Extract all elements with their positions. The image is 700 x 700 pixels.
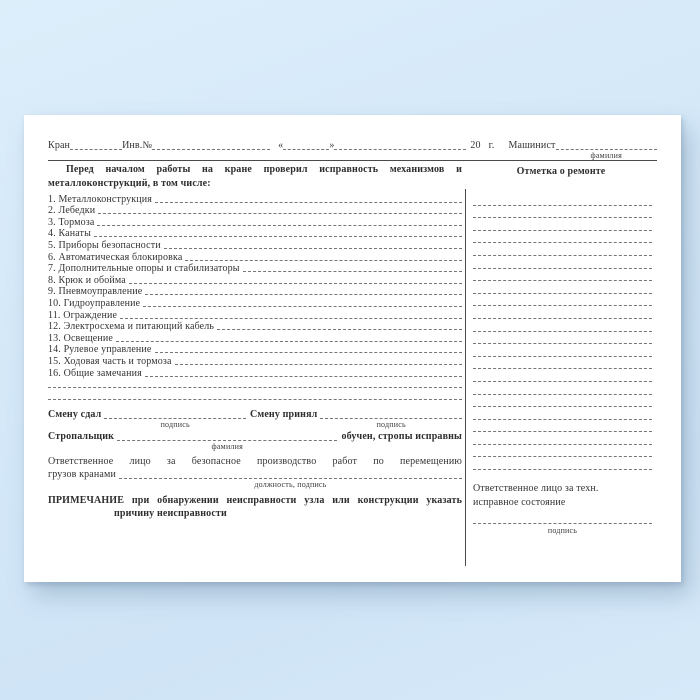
blank-line: [120, 317, 462, 319]
checklist-row: [48, 274, 462, 286]
position-signature-hint: должность, подпись: [254, 479, 327, 489]
checklist-item-label: 3. Тормоза: [48, 216, 95, 228]
checklist-row: [48, 309, 462, 321]
checklist-row: [48, 205, 462, 217]
checklist-item-label: 2. Лебедки: [48, 205, 96, 217]
date-quote-open: «: [278, 140, 284, 151]
repair-column-title: Отметка о ремонте: [516, 166, 606, 177]
slinger-blank-line: [117, 439, 337, 451]
blank-line: [98, 212, 462, 214]
checklist-item-label: 16. Общие замечания: [48, 367, 142, 379]
shift-received-label: Смену принял: [250, 408, 318, 420]
header-row: [48, 140, 657, 160]
blank-line: [185, 259, 462, 261]
shift-handed-blank-line: [104, 417, 246, 429]
tech-responsible-line1: Ответственное лицо за техн.: [473, 483, 599, 495]
checklist-row: [48, 228, 462, 240]
blank-line: [145, 375, 462, 377]
intro-line2: металлоконструкций, в том числе:: [48, 177, 211, 189]
year-suffix: г.: [488, 140, 495, 151]
responsible-line2: [48, 468, 462, 489]
repair-blank-line: [473, 357, 652, 370]
checklist-row: [48, 216, 462, 228]
repair-blank-line: [473, 256, 652, 269]
note-line2: причину неисправности: [114, 508, 227, 520]
slinger-row: [48, 430, 462, 451]
crane-blank-line: [70, 148, 122, 150]
form-sheet: [24, 115, 681, 582]
blank-line: [145, 293, 462, 295]
repair-lines: [473, 193, 652, 470]
inventory-label: Инв.№: [122, 140, 153, 151]
machinist-blank-line: [556, 148, 657, 160]
repair-blank-line: [473, 319, 652, 332]
note-line1: ПРИМЕЧАНИЕ при обнаружении неисправности узла или конструкции указать: [48, 494, 463, 506]
repair-blank-line: [473, 218, 652, 231]
repair-blank-line: [473, 395, 652, 408]
tech-responsible-text: [473, 482, 652, 509]
checklist-row: [48, 239, 462, 251]
form-body: [48, 163, 657, 566]
surname-hint: фамилия: [211, 441, 243, 451]
checklist-item-label: 9. Пневмоуправление: [48, 286, 143, 298]
checklist-item-label: 14. Рулевое управление: [48, 344, 152, 356]
checklist-item-label: 11. Ограждение: [48, 309, 118, 321]
signature-hint: подпись: [160, 419, 190, 429]
intro-paragraph: [48, 163, 462, 190]
checklist-row: [48, 321, 462, 333]
blank-line: [48, 398, 462, 400]
checklist-item-label: 6. Автоматическая блокировка: [48, 251, 183, 263]
repair-blank-line: [473, 243, 652, 256]
repair-column: [465, 163, 657, 566]
repair-blank-line: [473, 294, 652, 307]
checklist-item-label: 5. Приборы безопасности: [48, 239, 161, 251]
blank-line: [116, 340, 462, 342]
repair-blank-line: [473, 432, 652, 445]
blank-line: [175, 363, 462, 365]
checklist-item-label: 12. Электросхема и питающий кабель: [48, 321, 215, 333]
slinger-note: обучен, стропы исправны: [341, 430, 462, 442]
blank-line: [48, 386, 462, 388]
blank-line: [155, 351, 462, 353]
repair-blank-line: [473, 457, 652, 470]
checklist-row: [48, 263, 462, 275]
note-label: ПРИМЕЧАНИЕ: [48, 494, 125, 506]
repair-column-box: [465, 189, 657, 566]
tech-signature-blank-line: [473, 522, 652, 524]
header-divider-rule: [48, 160, 657, 161]
repair-blank-line: [473, 407, 652, 420]
repair-blank-line: [473, 306, 652, 319]
inventory-blank-line: [152, 148, 270, 150]
date-month-blank-line: [334, 148, 466, 150]
checklist: [48, 193, 462, 402]
blank-line: [129, 282, 462, 284]
repair-blank-line: [473, 231, 652, 244]
repair-blank-line: [473, 369, 652, 382]
blank-line: [143, 305, 462, 307]
shift-received-blank-line: [320, 417, 462, 429]
checklist-item-label: 15. Ходовая часть и тормоза: [48, 355, 172, 367]
blank-line: [94, 235, 462, 237]
tech-signature-hint: подпись: [547, 526, 578, 536]
blank-line: [243, 270, 462, 272]
responsible-line1: Ответственное лицо за безопасное производство работ по перемещению: [48, 455, 462, 467]
shift-handed-label: Смену сдал: [48, 408, 102, 420]
note-block: [48, 494, 462, 521]
checklist-item-label: 13. Освещение: [48, 332, 113, 344]
repair-blank-line: [473, 344, 652, 357]
checklist-row: [48, 344, 462, 356]
checklist-row: [48, 367, 462, 379]
repair-blank-line: [473, 332, 652, 345]
checklist-row: [48, 332, 462, 344]
blank-row: [48, 390, 462, 402]
repair-blank-line: [473, 206, 652, 219]
blank-line: [164, 247, 462, 249]
checklist-item-label: 7. Дополнительные опоры и стабилизаторы: [48, 263, 240, 275]
checklist-column: [48, 163, 462, 566]
repair-blank-line: [473, 193, 652, 206]
checklist-row: [48, 297, 462, 309]
slinger-label: Стропальщик: [48, 430, 115, 442]
machinist-label: Машинист: [508, 140, 556, 151]
date-day-blank-line: [283, 148, 329, 150]
responsible-blank-line: [119, 477, 462, 489]
checklist-item-label: 8. Крюк и обойма: [48, 274, 126, 286]
shift-signature-row: [48, 408, 462, 429]
year-number: 20: [470, 140, 481, 151]
signature-hint: подпись: [376, 419, 406, 429]
tech-responsible-line2: исправное состояние: [473, 496, 566, 508]
repair-blank-line: [473, 445, 652, 458]
blank-line: [97, 224, 462, 226]
checklist-row: [48, 193, 462, 205]
blank-line: [155, 201, 462, 203]
intro-line1: Перед началом работы на кране проверил исправность механизмов и: [66, 164, 462, 175]
checklist-item-label: 1. Металлоконструкция: [48, 193, 153, 205]
blank-line: [217, 328, 462, 330]
tech-signature-area: [473, 522, 652, 536]
checklist-row: [48, 286, 462, 298]
blank-row: [48, 379, 462, 391]
crane-label: Кран: [48, 140, 71, 151]
responsible-line2-prefix: грузов кранами: [48, 468, 116, 480]
date-quote-close: »: [329, 140, 335, 151]
machinist-hint: фамилия: [590, 151, 622, 160]
repair-blank-line: [473, 281, 652, 294]
checklist-row: [48, 355, 462, 367]
checklist-item-label: 4. Канаты: [48, 228, 91, 240]
repair-blank-line: [473, 269, 652, 282]
responsible-paragraph: [48, 455, 462, 489]
repair-blank-line: [473, 382, 652, 395]
checklist-row: [48, 251, 462, 263]
checklist-item-label: 10. Гидроуправление: [48, 297, 141, 309]
repair-blank-line: [473, 420, 652, 433]
